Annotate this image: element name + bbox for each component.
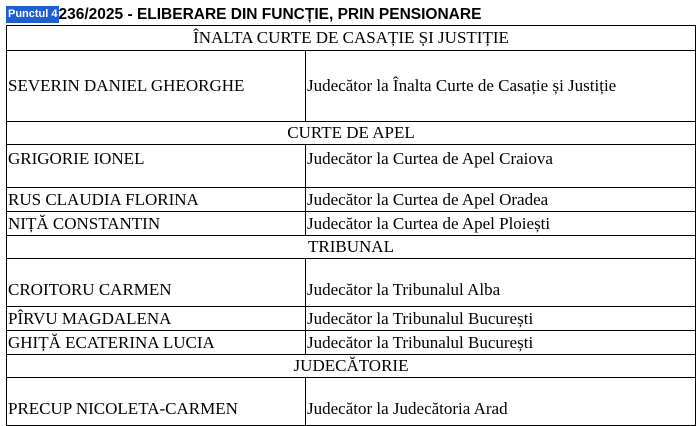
judge-position: Judecător la Curtea de Apel Oradea	[306, 188, 696, 212]
judge-position: Judecător la Curtea de Apel Craiova	[306, 145, 696, 188]
judge-name: PÎRVU MAGDALENA	[7, 307, 306, 331]
judge-name: NIȚĂ CONSTANTIN	[7, 212, 306, 236]
document-heading	[6, 5, 481, 24]
heading-title: 236/2025 - ELIBERARE DIN FUNCȚIE, PRIN PENSIONARE	[58, 5, 482, 23]
section-title: TRIBUNAL	[7, 236, 696, 259]
item-number-badge: Punctul 4	[6, 6, 59, 23]
table-row	[7, 212, 696, 236]
table-row	[7, 259, 696, 307]
judge-position: Judecător la Tribunalul București	[306, 331, 696, 355]
table-row	[7, 51, 696, 122]
section-title: CURTE DE APEL	[7, 122, 696, 145]
section-header-row	[7, 236, 696, 259]
section-header-row	[7, 355, 696, 378]
judge-name: CROITORU CARMEN	[7, 259, 306, 307]
table-row	[7, 145, 696, 188]
section-title: ÎNALTA CURTE DE CASAȚIE ȘI JUSTIȚIE	[7, 26, 696, 51]
judge-position: Judecător la Judecătoria Arad	[306, 378, 696, 426]
judge-position: Judecător la Curtea de Apel Ploiești	[306, 212, 696, 236]
judge-position: Judecător la Tribunalul București	[306, 307, 696, 331]
table-row	[7, 188, 696, 212]
judge-name: GRIGORIE IONEL	[7, 145, 306, 188]
judge-name: SEVERIN DANIEL GHEORGHE	[7, 51, 306, 122]
judge-position: Judecător la Înalta Curte de Casație și Justiție	[306, 51, 696, 122]
table-row	[7, 307, 696, 331]
judge-position: Judecător la Tribunalul Alba	[306, 259, 696, 307]
table-row	[7, 331, 696, 355]
judge-name: PRECUP NICOLETA-CARMEN	[7, 378, 306, 426]
section-header-row	[7, 26, 696, 51]
table-row	[7, 378, 696, 426]
section-title: JUDECĂTORIE	[7, 355, 696, 378]
judge-name: GHIȚĂ ECATERINA LUCIA	[7, 331, 306, 355]
judge-name: RUS CLAUDIA FLORINA	[7, 188, 306, 212]
retirement-table	[6, 25, 696, 426]
section-header-row	[7, 122, 696, 145]
